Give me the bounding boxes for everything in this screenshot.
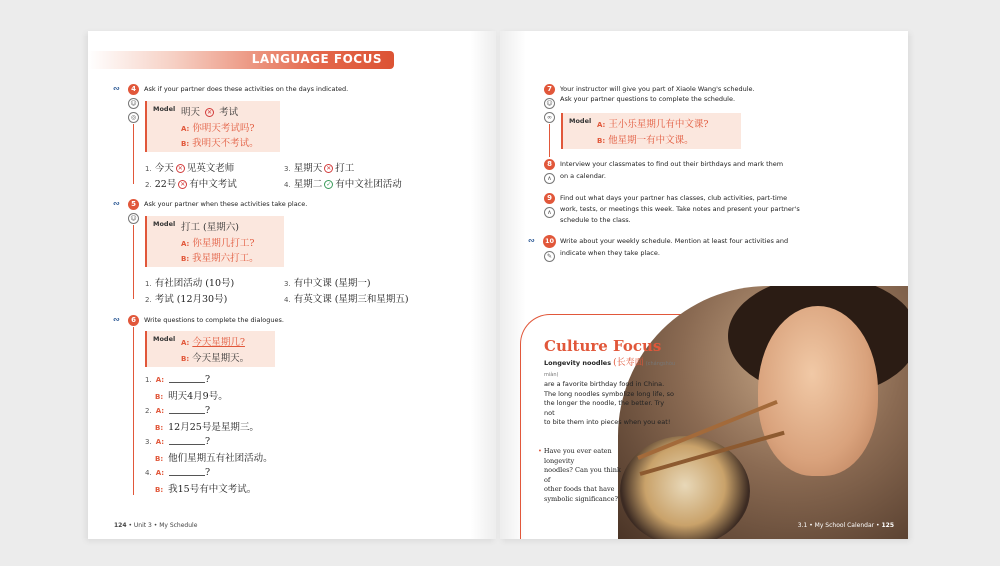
model-label: Model [153,220,176,228]
dialogue-line-a: 3. A: ? [145,436,211,447]
model-line-b: B: 今天星期天。 [181,353,250,364]
culture-focus-title: Culture Focus [544,337,662,355]
exercise-instruction: Ask your partner questions to complete the schedule. [560,95,736,103]
exercise-instruction: indicate when they take place. [560,249,660,257]
page-footer [114,522,197,529]
page-footer [798,522,894,529]
model-line-a: A: 你明天考试吗? [181,123,255,134]
page-number: 125 [881,522,894,529]
answer-blank[interactable] [169,374,205,383]
exercise-rule [133,124,134,184]
dialogue-line-a: 1. A: ? [145,374,211,385]
exercise-rule [133,327,134,495]
interview-icon: ∧ [544,173,555,184]
dialogue-line-b: B: 明天4月9号。 [155,391,228,402]
check-icon: ✓ [326,181,332,188]
speaking-icon: ☺ [128,213,139,224]
culture-focus-text: Longevity noodles (长寿面 (chángshòu miàn) are a favorite birthday food in China. The long noodles symbolize long life, so the longer the noodle, the better. Try not to bite them into pieces when you eat! [544,358,676,426]
model-box [145,216,284,267]
footer-text: • Unit 3 • My Schedule [128,522,198,529]
list-item: 4. 有英文课 (星期三和星期五) [284,294,409,305]
model-label: Model [153,335,176,343]
listening-icon: ◎ [128,112,139,123]
model-prompt: 打工 (星期六) [181,222,239,233]
pair-work-icon: ∾ [113,315,120,324]
model-line-b: B: 我星期六打工。 [181,253,259,264]
interview-icon: ∧ [544,207,555,218]
face-shape [758,306,878,476]
exercise-instruction: schedule to the class. [560,216,631,224]
pair-work-icon: ∾ [113,84,120,93]
cross-icon: ✕ [180,181,186,188]
answer-blank[interactable] [169,405,205,414]
footer-text: 3.1 • My School Calendar • [797,522,880,529]
pair-work-icon: ∾ [113,199,120,208]
list-item: 1. 今天 ✕ 见英文老师 [145,163,235,174]
list-item: 2. 22号 ✕ 有中文考试 [145,179,237,190]
exercise-instruction: Find out what days your partner has classes, club activities, part-time [560,194,788,202]
exercise-instruction: work, tests, or meetings this week. Take notes and present your partner's [560,205,800,213]
noodle-bowl-shape [620,436,750,539]
language-focus-banner [88,51,394,69]
speaking-icon: ☺ [128,98,139,109]
model-box [145,331,275,367]
model-line-b: B: 我明天不考试。 [181,138,259,149]
list-item: 2. 考试 (12月30号) [145,294,228,305]
model-label: Model [153,105,176,113]
exercise-number: 5 [128,199,139,210]
answer-blank[interactable] [169,436,205,445]
exercise-instruction: Your instructor will give you part of Xiaole Wang's schedule. [560,85,755,93]
cross-icon: ✕ [207,109,213,116]
model-line-a: A: 今天星期几? [181,337,245,348]
exercise-rule [549,124,550,157]
left-page [88,31,496,539]
writing-icon: ✎ [544,251,555,262]
model-line-b: B: 他星期一有中文课。 [597,135,694,146]
cross-icon: ✕ [326,165,332,172]
list-item: 3. 有中文课 (星期一) [284,278,371,289]
exercise-instruction: Write questions to complete the dialogues. [144,316,284,324]
dialogue-line-b: B: 他们星期五有社团活动。 [155,453,273,464]
right-page [500,31,908,539]
exercise-number: 10 [543,235,556,248]
exercise-number: 4 [128,84,139,95]
list-item: 4. 星期二 ✓ 有中文社团活动 [284,179,402,190]
exercise-instruction: Interview your classmates to find out their birthdays and mark them [560,160,784,168]
model-line-a: A: 王小乐星期几有中文课? [597,119,709,130]
list-item: 1. 有社团活动 (10号) [145,278,235,289]
exercise-number: 7 [544,84,555,95]
list-item: 3. 星期天 ✕ 打工 [284,163,355,174]
speaking-icon: ☺ [544,98,555,109]
dialogue-line-a: 4. A: ? [145,467,211,478]
model-prompt: 明天 ✕ 考试 [181,107,239,118]
exercise-instruction: Ask if your partner does these activities on the days indicated. [144,85,349,93]
pair-work-icon: ∾ [528,236,535,245]
exercise-number: 9 [544,193,555,204]
dialogue-line-a: 2. A: ? [145,405,211,416]
page-number: 124 [114,522,127,529]
culture-focus-question: • Have you ever eaten longevity noodles? Can you think of other foods that have symbolic significance? [538,447,621,503]
model-box [145,101,280,152]
dialogue-line-b: B: 我15号有中文考试。 [155,484,257,495]
answer-blank[interactable] [169,467,205,476]
gutter-shadow [470,31,496,539]
model-line-a: A: 你星期几打工? [181,238,255,249]
exercise-rule [133,225,134,299]
exercise-number: 6 [128,315,139,326]
exercise-instruction: Write about your weekly schedule. Mention at least four activities and [560,237,789,245]
exercise-instruction: Ask your partner when these activities take place. [144,200,308,208]
cross-icon: ✕ [177,165,183,172]
model-box [561,113,741,149]
exercise-number: 8 [544,159,555,170]
banner-title: LANGUAGE FOCUS [251,52,382,66]
pair-icon: ∞ [544,112,555,123]
dialogue-line-b: B: 12月25号是星期三。 [155,422,259,433]
model-label: Model [569,117,592,125]
exercise-instruction: on a calendar. [560,172,606,180]
